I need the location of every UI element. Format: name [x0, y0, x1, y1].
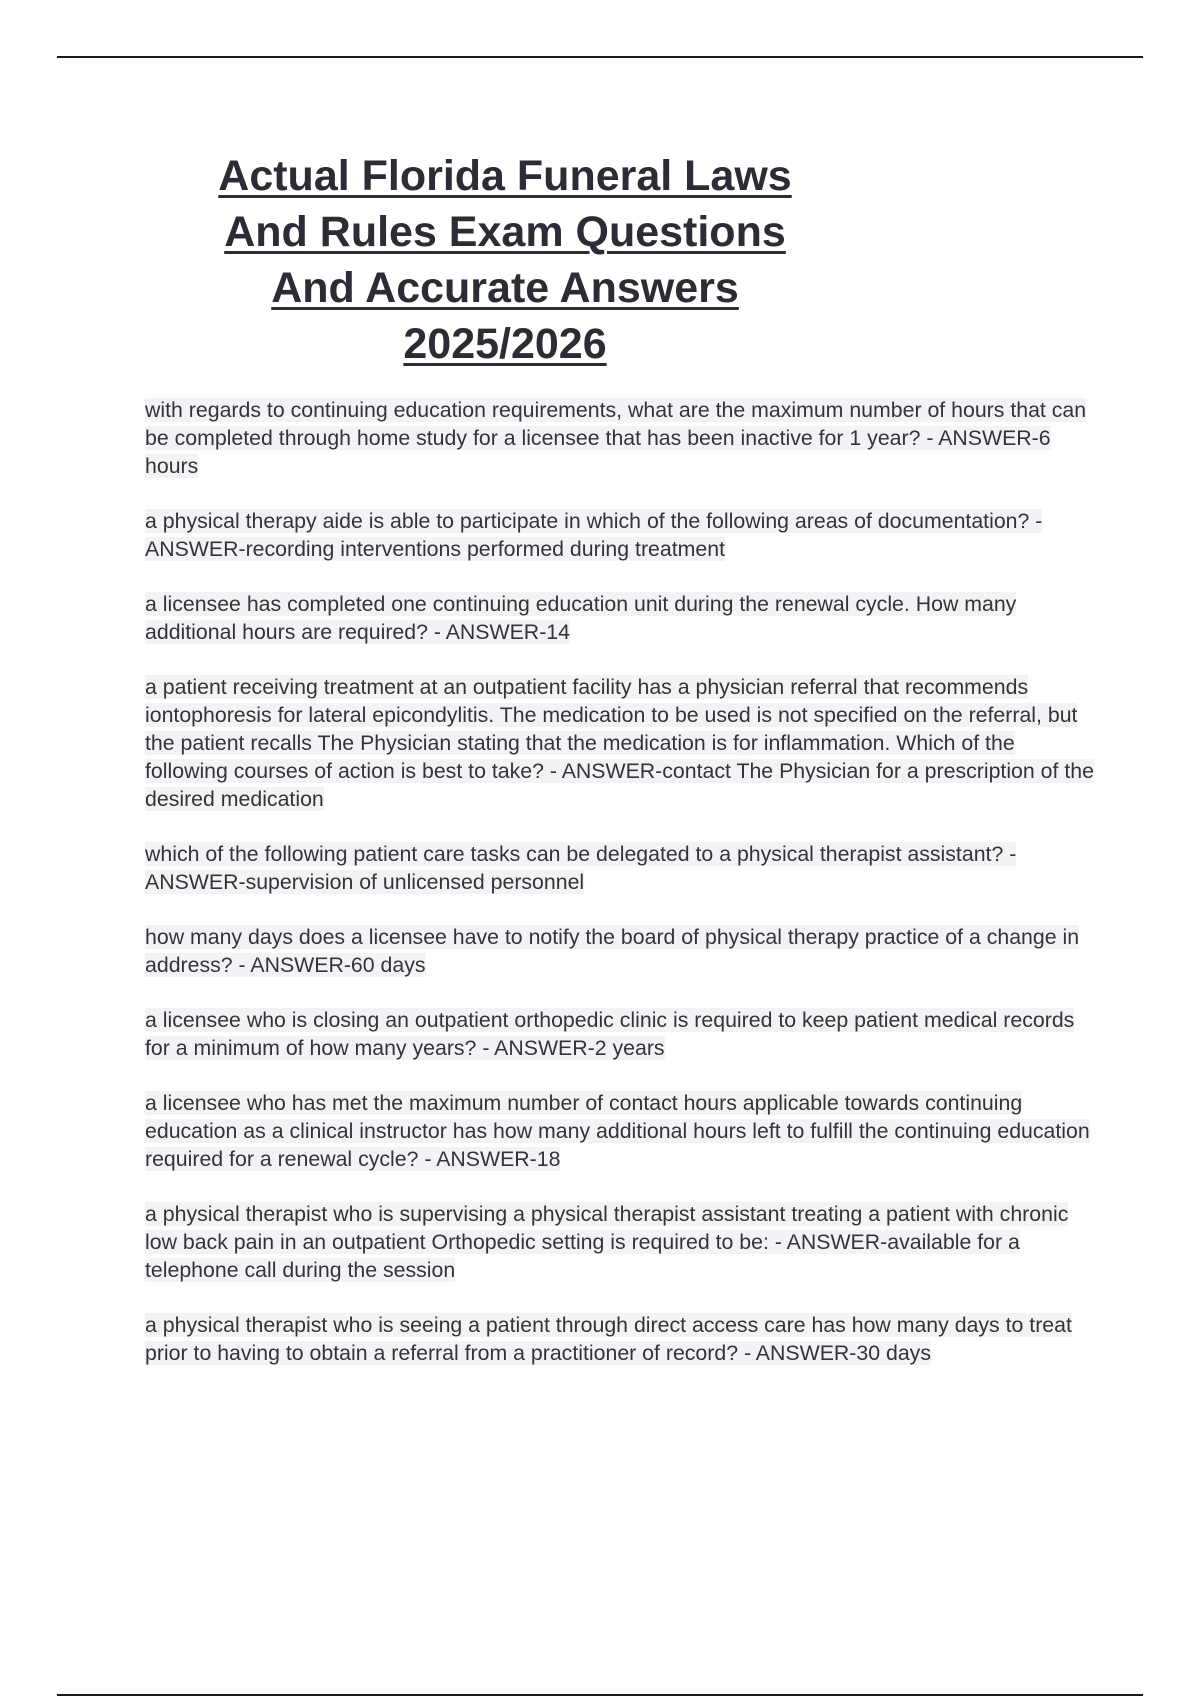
qa-list: [145, 396, 1095, 1394]
qa-item: [145, 396, 1095, 480]
qa-item-text: with regards to continuing education requirements, what are the maximum number of hours that can be completed through home study for a licensee that has been inactive for 1 year? - ANSWER-6 hours: [145, 398, 1087, 478]
qa-item: [145, 1006, 1095, 1062]
qa-item-text: a physical therapist who is supervising a physical therapist assistant treating a patient with chronic low back pain in an outpatient Orthopedic setting is required to be: - ANSWER-available for a telephone call during the session: [145, 1202, 1069, 1282]
qa-item-text: a licensee who has met the maximum number of contact hours applicable towards continuing education as a clinical instructor has how many additional hours left to fulfill the continuing education required for a renewal cycle? - ANSWER-18: [145, 1091, 1090, 1171]
qa-item: [145, 507, 1095, 563]
qa-item: [145, 1311, 1095, 1367]
qa-item-text: a licensee has completed one continuing education unit during the renewal cycle. How many additional hours are required? - ANSWER-14: [145, 592, 1017, 644]
qa-item-text: a physical therapy aide is able to participate in which of the following areas of documentation? - ANSWER-recording interventions performed during treatment: [145, 509, 1043, 561]
qa-item-text: a physical therapist who is seeing a patient through direct access care has how many days to treat prior to having to obtain a referral from a practitioner of record? - ANSWER-30 days: [145, 1313, 1072, 1365]
top-rule: [57, 56, 1143, 58]
qa-item-text: which of the following patient care tasks can be delegated to a physical therapist assistant? - ANSWER-supervision of unlicensed personnel: [145, 842, 1017, 894]
title-line-text: 2025/2026: [403, 320, 607, 368]
qa-item: [145, 1200, 1095, 1284]
title-line-text: And Rules Exam Questions: [224, 208, 786, 256]
qa-item: [145, 590, 1095, 646]
qa-item-text: a licensee who is closing an outpatient orthopedic clinic is required to keep patient medical records for a minimum of how many years? - ANSWER-2 years: [145, 1008, 1075, 1060]
document-title: [150, 148, 860, 372]
qa-item: [145, 840, 1095, 896]
qa-item: [145, 673, 1095, 813]
qa-item-text: a patient receiving treatment at an outpatient facility has a physician referral that recommends iontophoresis for lateral epicondylitis. The medication to be used is not specified on the referral, but the patient recalls The Physician stating that the medication is for inflammation. Which of the following courses of action is best to take? - ANSWER-contact The Physician for a prescription of the desired medication: [145, 675, 1094, 811]
title-line-text: Actual Florida Funeral Laws: [218, 152, 792, 200]
qa-item: [145, 1089, 1095, 1173]
title-line: [150, 260, 860, 316]
title-line: [150, 316, 860, 372]
qa-item: [145, 923, 1095, 979]
bottom-rule: [57, 1694, 1143, 1696]
title-line: [150, 204, 860, 260]
qa-item-text: how many days does a licensee have to notify the board of physical therapy practice of a change in address? - ANSWER-60 days: [145, 925, 1080, 977]
title-line-text: And Accurate Answers: [271, 264, 739, 312]
title-line: [150, 148, 860, 204]
